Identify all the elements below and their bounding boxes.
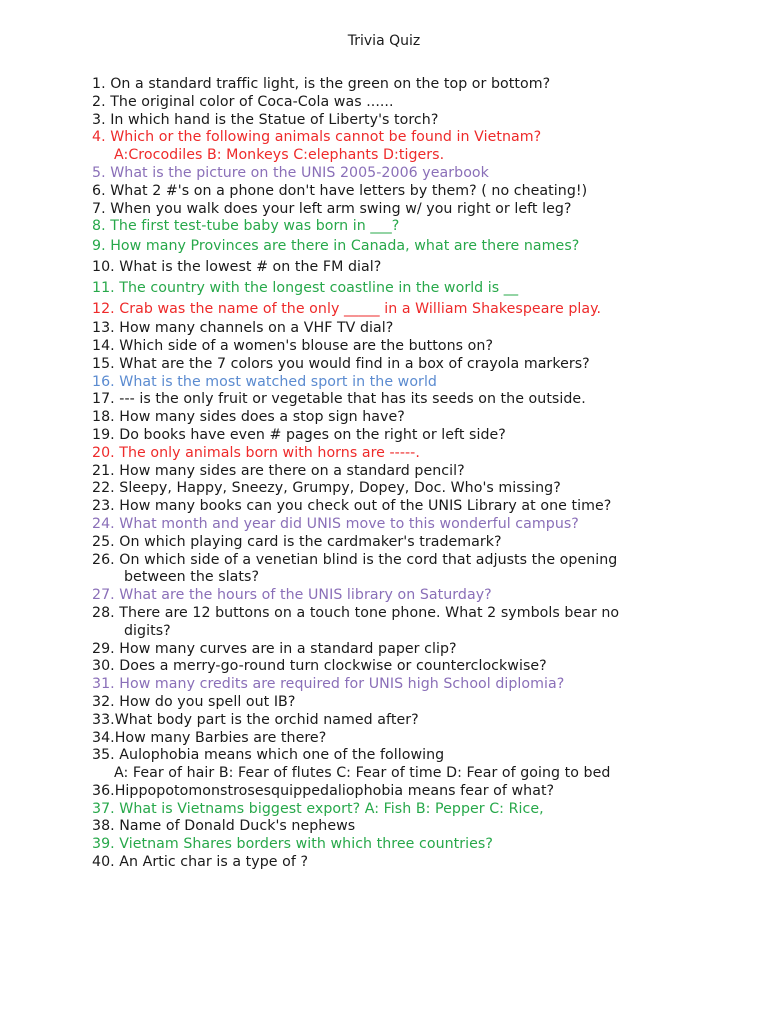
question-12: 12. Crab was the name of the only _____ in a William Shakespeare play. bbox=[92, 301, 602, 318]
question-25: 25. On which playing card is the cardmaker's trademark? bbox=[92, 533, 502, 550]
question-13: 13. How many channels on a VHF TV dial? bbox=[92, 320, 394, 337]
question-31: 31. How many credits are required for UNIS high School diplomia? bbox=[92, 676, 565, 693]
question-37: 37. What is Vietnams biggest export? A: Fish B: Pepper C: Rice, bbox=[92, 800, 544, 817]
question-15: 15. What are the 7 colors you would find in a box of crayola markers? bbox=[92, 355, 590, 372]
question-28-continued: digits? bbox=[124, 622, 171, 639]
question-1: 1. On a standard traffic light, is the green on the top or bottom? bbox=[92, 76, 551, 92]
question-29: 29. How many curves are in a standard paper clip? bbox=[92, 640, 457, 657]
question-34: 34.How many Barbies are there? bbox=[92, 729, 327, 746]
question-14: 14. Which side of a women's blouse are the buttons on? bbox=[92, 337, 494, 354]
question-24: 24. What month and year did UNIS move to this wonderful campus? bbox=[92, 515, 579, 532]
question-8: 8. The first test-tube baby was born in ___? bbox=[92, 218, 400, 235]
question-23: 23. How many books can you check out of the UNIS Library at one time? bbox=[92, 498, 612, 515]
question-20: 20. The only animals born with horns are -----. bbox=[92, 444, 420, 461]
question-18: 18. How many sides does a stop sign have? bbox=[92, 409, 405, 426]
question-9: 9. How many Provinces are there in Canada, what are there names? bbox=[92, 238, 580, 255]
question-21: 21. How many sides are there on a standard pencil? bbox=[92, 462, 465, 479]
question-38: 38. Name of Donald Duck's nephews bbox=[92, 818, 356, 835]
question-33: 33.What body part is the orchid named after? bbox=[92, 711, 419, 728]
question-39: 39. Vietnam Shares borders with which three countries? bbox=[92, 836, 493, 853]
question-19: 19. Do books have even # pages on the right or left side? bbox=[92, 426, 506, 443]
question-4-options: A:Crocodiles B: Monkeys C:elephants D:tigers. bbox=[114, 147, 445, 164]
question-3: 3. In which hand is the Statue of Liberty's torch? bbox=[92, 111, 439, 128]
question-11: 11. The country with the longest coastline in the world is __ bbox=[92, 280, 519, 297]
question-40: 40. An Artic char is a type of ? bbox=[92, 854, 309, 871]
question-17: 17. --- is the only fruit or vegetable that has its seeds on the outside. bbox=[92, 391, 586, 408]
question-16: 16. What is the most watched sport in the world bbox=[92, 373, 437, 390]
question-26: 26. On which side of a venetian blind is the cord that adjusts the opening bbox=[92, 551, 618, 568]
question-30: 30. Does a merry-go-round turn clockwise or counterclockwise? bbox=[92, 658, 547, 675]
question-7: 7. When you walk does your left arm swing w/ you right or left leg? bbox=[92, 200, 572, 217]
question-4: 4. Which or the following animals cannot be found in Vietnam? bbox=[92, 129, 542, 146]
page-title: Trivia Quiz bbox=[347, 33, 421, 49]
question-26-continued: between the slats? bbox=[124, 569, 260, 586]
question-28: 28. There are 12 buttons on a touch tone phone. What 2 symbols bear no bbox=[92, 604, 620, 621]
question-27: 27. What are the hours of the UNIS library on Saturday? bbox=[92, 587, 492, 604]
question-35-options: A: Fear of hair B: Fear of flutes C: Fear of time D: Fear of going to bed bbox=[114, 765, 611, 782]
question-6: 6. What 2 #'s on a phone don't have letters by them? ( no cheating!) bbox=[92, 182, 588, 199]
question-list bbox=[92, 76, 752, 872]
question-36: 36.Hippopotomonstrosesquippedaliophobia means fear of what? bbox=[92, 782, 555, 799]
question-10: 10. What is the lowest # on the FM dial? bbox=[92, 259, 382, 276]
question-35: 35. Aulophobia means which one of the following bbox=[92, 747, 445, 764]
question-2: 2. The original color of Coca-Cola was ...... bbox=[92, 93, 394, 110]
question-22: 22. Sleepy, Happy, Sneezy, Grumpy, Dopey, Doc. Who's missing? bbox=[92, 480, 561, 497]
question-5: 5. What is the picture on the UNIS 2005-2006 yearbook bbox=[92, 164, 489, 181]
question-32: 32. How do you spell out IB? bbox=[92, 693, 296, 710]
